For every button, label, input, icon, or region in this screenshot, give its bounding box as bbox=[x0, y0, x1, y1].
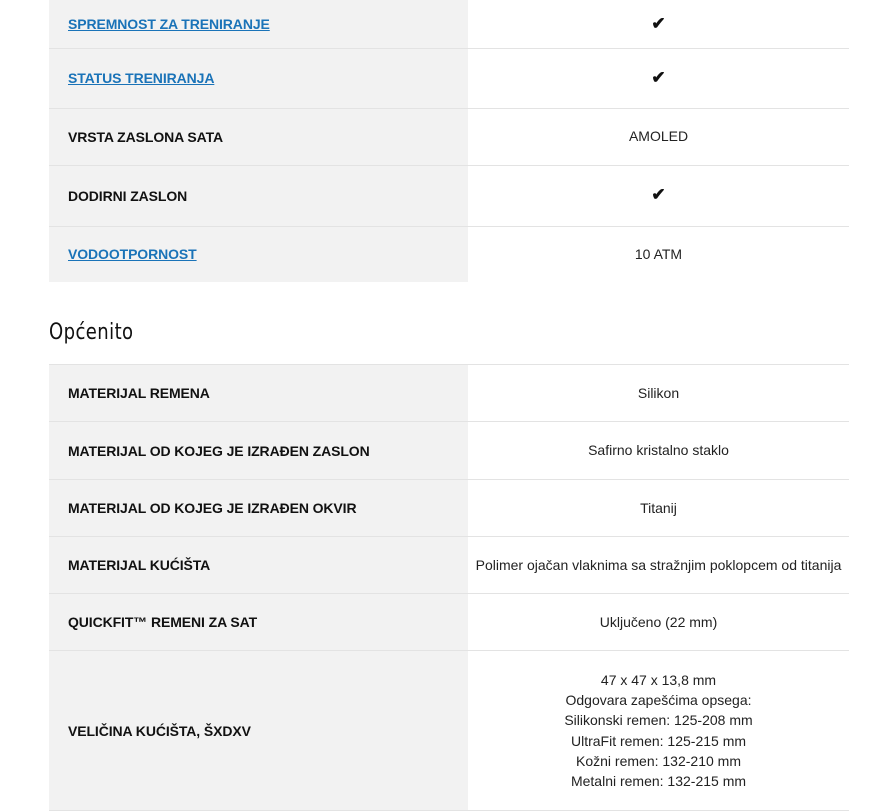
table-row bbox=[49, 594, 849, 651]
table-row bbox=[49, 480, 849, 537]
row-value-cell: Uključeno (22 mm) bbox=[468, 594, 849, 651]
row-value-cell bbox=[468, 165, 849, 226]
size-line: Metalni remen: 132-215 mm bbox=[570, 773, 747, 790]
specs-table-general bbox=[49, 364, 849, 811]
table-row bbox=[49, 108, 849, 165]
table-row bbox=[49, 422, 849, 480]
section-title: Općenito bbox=[49, 320, 134, 345]
row-label-cell: MATERIJAL OD KOJEG JE IZRAĐEN ZASLON bbox=[49, 422, 468, 480]
row-label-cell: MATERIJAL OD KOJEG JE IZRAĐEN OKVIR bbox=[49, 480, 468, 537]
check-icon: ✔ bbox=[651, 13, 666, 33]
size-line: Kožni remen: 132-210 mm bbox=[576, 752, 741, 769]
row-label-cell: MATERIJAL REMENA bbox=[49, 365, 468, 422]
table-row bbox=[49, 226, 849, 282]
table-row bbox=[49, 48, 849, 108]
check-icon: ✔ bbox=[651, 185, 666, 205]
size-line: Odgovara zapešćima opsega: bbox=[565, 691, 752, 708]
row-value-cell: Titanij bbox=[468, 480, 849, 537]
row-value-cell bbox=[468, 0, 849, 48]
row-value-cell: Polimer ojačan vlaknima sa stražnjim poklopcem od titanija bbox=[468, 537, 849, 594]
table-row bbox=[49, 651, 849, 811]
status-treniranja-link[interactable]: STATUS TRENIRANJA bbox=[68, 70, 215, 86]
check-icon: ✔ bbox=[651, 67, 666, 87]
specs-table-top bbox=[49, 0, 849, 282]
table-row bbox=[49, 365, 849, 422]
row-label-cell: MATERIJAL KUĆIŠTA bbox=[49, 537, 468, 594]
size-line: UltraFit remen: 125-215 mm bbox=[570, 732, 747, 749]
size-line: Silikonski remen: 125-208 mm bbox=[564, 712, 753, 729]
row-value-cell bbox=[468, 48, 849, 108]
table-row bbox=[49, 537, 849, 594]
row-label-cell: VRSTA ZASLONA SATA bbox=[49, 108, 468, 165]
row-label-cell: QUICKFIT™ REMENI ZA SAT bbox=[49, 594, 468, 651]
row-label-cell: VELIČINA KUĆIŠTA, ŠXDXV bbox=[49, 651, 468, 811]
specs-container bbox=[49, 0, 849, 811]
row-value-cell bbox=[468, 651, 849, 811]
row-label-cell bbox=[49, 226, 468, 282]
row-value-cell: AMOLED bbox=[468, 108, 849, 165]
size-line: 47 x 47 x 13,8 mm bbox=[600, 671, 717, 688]
table-row bbox=[49, 165, 849, 226]
row-label-cell: DODIRNI ZASLON bbox=[49, 165, 468, 226]
row-value-cell: Silikon bbox=[468, 365, 849, 422]
table-row bbox=[49, 0, 849, 48]
row-label-cell bbox=[49, 0, 468, 48]
row-value-cell: 10 ATM bbox=[634, 246, 683, 263]
vodootpornost-link[interactable]: VODOOTPORNOST bbox=[68, 246, 197, 263]
row-value-cell: Safirno kristalno staklo bbox=[468, 422, 849, 480]
spremnost-link[interactable]: SPREMNOST ZA TRENIRANJE bbox=[68, 15, 270, 32]
row-label-cell bbox=[49, 48, 468, 108]
